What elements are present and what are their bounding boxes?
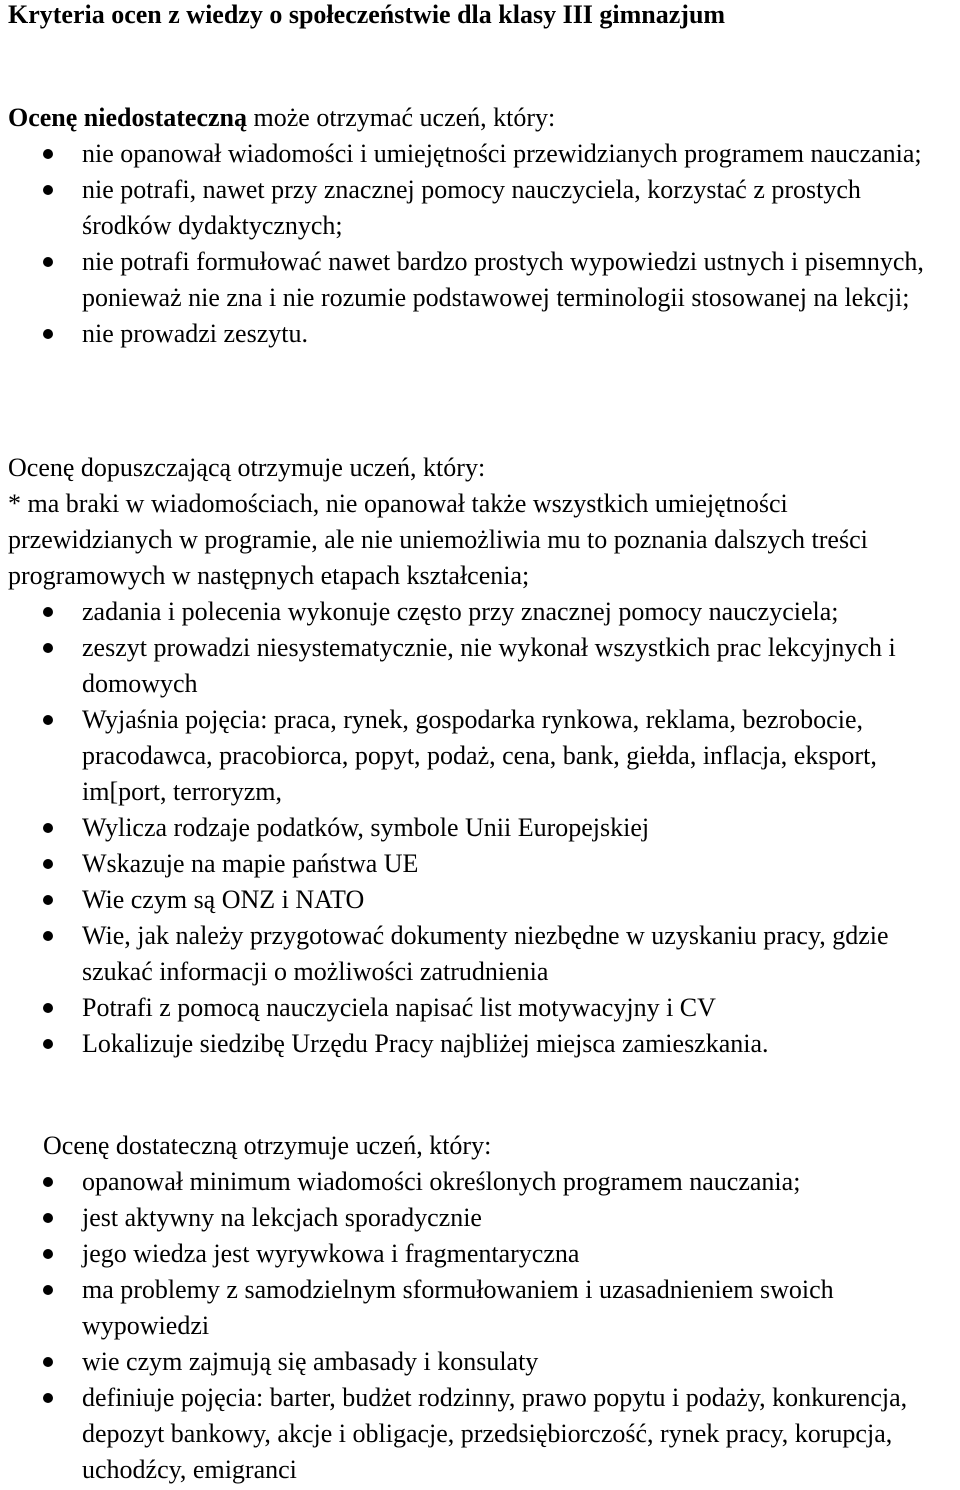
list-item: Potrafi z pomocą nauczyciela napisać list motywacyjny i CV (0, 990, 960, 1026)
bullet-icon (43, 1285, 53, 1295)
section-dopuszczajaca (0, 450, 960, 1062)
grade-name: Ocenę dopuszczającą (8, 453, 232, 482)
bullet-icon (43, 1039, 53, 1049)
document-title: Kryteria ocen z wiedzy o społeczeństwie dla klasy III gimnazjum (8, 0, 726, 29)
bullet-icon (43, 1177, 53, 1187)
heading-intro: może otrzymać uczeń, który: (253, 103, 556, 132)
bullet-icon (43, 1003, 53, 1013)
criteria-list (0, 1164, 960, 1488)
list-item: Wylicza rodzaje podatków, symbole Unii Europejskiej (0, 810, 960, 846)
list-item: zadania i polecenia wykonuje często przy znacznej pomocy nauczyciela; (0, 594, 960, 630)
list-item: Wie, jak należy przygotować dokumenty niezbędne w uzyskaniu pracy, gdzie szukać informacji o możliwości zatrudnienia (0, 918, 960, 990)
heading-intro: otrzymuje uczeń, który: (237, 453, 486, 482)
bullet-icon (43, 1249, 53, 1259)
list-item: ma problemy z samodzielnym sformułowaniem i uzasadnieniem swoich wypowiedzi (0, 1272, 960, 1344)
section-heading (0, 1128, 960, 1164)
list-item: jest aktywny na lekcjach sporadycznie (0, 1200, 960, 1236)
bullet-icon (43, 257, 53, 267)
list-item: nie prowadzi zeszytu. (0, 316, 960, 352)
bullet-icon (43, 823, 53, 833)
criteria-list (0, 594, 960, 1062)
intro-paragraph: * ma braki w wiadomościach, nie opanował także wszystkich umiejętności przewidzianych w programie, ale nie uniemożliwia mu to poznania dalszych treści programowych w następnych etapach kształcenia; (8, 489, 868, 590)
list-item: opanował minimum wiadomości określonych programem nauczania; (0, 1164, 960, 1200)
list-item: Wyjaśnia pojęcia: praca, rynek, gospodarka rynkowa, reklama, bezrobocie, pracodawca, pracobiorca, popyt, podaż, cena, bank, giełda, inflacja, eksport, im[port, terroryzm, (0, 702, 960, 810)
list-item: definiuje pojęcia: barter, budżet rodzinny, prawo popytu i podaży, konkurencja, depozyt bankowy, akcje i obligacje, przedsiębiorczość, rynek pracy, korupcja, uchodźcy, emigranci (0, 1380, 960, 1488)
bullet-icon (43, 1393, 53, 1403)
heading-intro: otrzymuje uczeń, który: (243, 1131, 492, 1160)
bullet-icon (43, 715, 53, 725)
list-item: nie opanował wiadomości i umiejętności przewidzianych programem nauczania; (0, 136, 960, 172)
bullet-icon (43, 329, 53, 339)
list-item: Lokalizuje siedzibę Urzędu Pracy najbliżej miejsca zamieszkania. (0, 1026, 960, 1062)
list-item: nie potrafi, nawet przy znacznej pomocy nauczyciela, korzystać z prostych środków dydaktycznych; (0, 172, 960, 244)
bullet-icon (43, 607, 53, 617)
bullet-icon (43, 185, 53, 195)
section-niedostateczna (0, 100, 960, 352)
grade-name: Ocenę dostateczną (43, 1131, 238, 1160)
list-item: jego wiedza jest wyrywkowa i fragmentaryczna (0, 1236, 960, 1272)
grade-name: Ocenę niedostateczną (8, 103, 248, 132)
bullet-icon (43, 859, 53, 869)
bullet-icon (43, 643, 53, 653)
list-item: nie potrafi formułować nawet bardzo prostych wypowiedzi ustnych i pisemnych, ponieważ nie zna i nie rozumie podstawowej terminologii stosowanej na lekcji; (0, 244, 960, 316)
bullet-icon (43, 1213, 53, 1223)
criteria-list (0, 136, 960, 352)
section-heading (0, 100, 960, 136)
list-item: zeszyt prowadzi niesystematycznie, nie wykonał wszystkich prac lekcyjnych i domowych (0, 630, 960, 702)
bullet-icon (43, 895, 53, 905)
list-item: Wskazuje na mapie państwa UE (0, 846, 960, 882)
bullet-icon (43, 1357, 53, 1367)
list-item: wie czym zajmują się ambasady i konsulaty (0, 1344, 960, 1380)
section-heading (0, 450, 960, 486)
list-item: Wie czym są ONZ i NATO (0, 882, 960, 918)
bullet-icon (43, 931, 53, 941)
bullet-icon (43, 149, 53, 159)
section-dostateczna (0, 1128, 960, 1488)
